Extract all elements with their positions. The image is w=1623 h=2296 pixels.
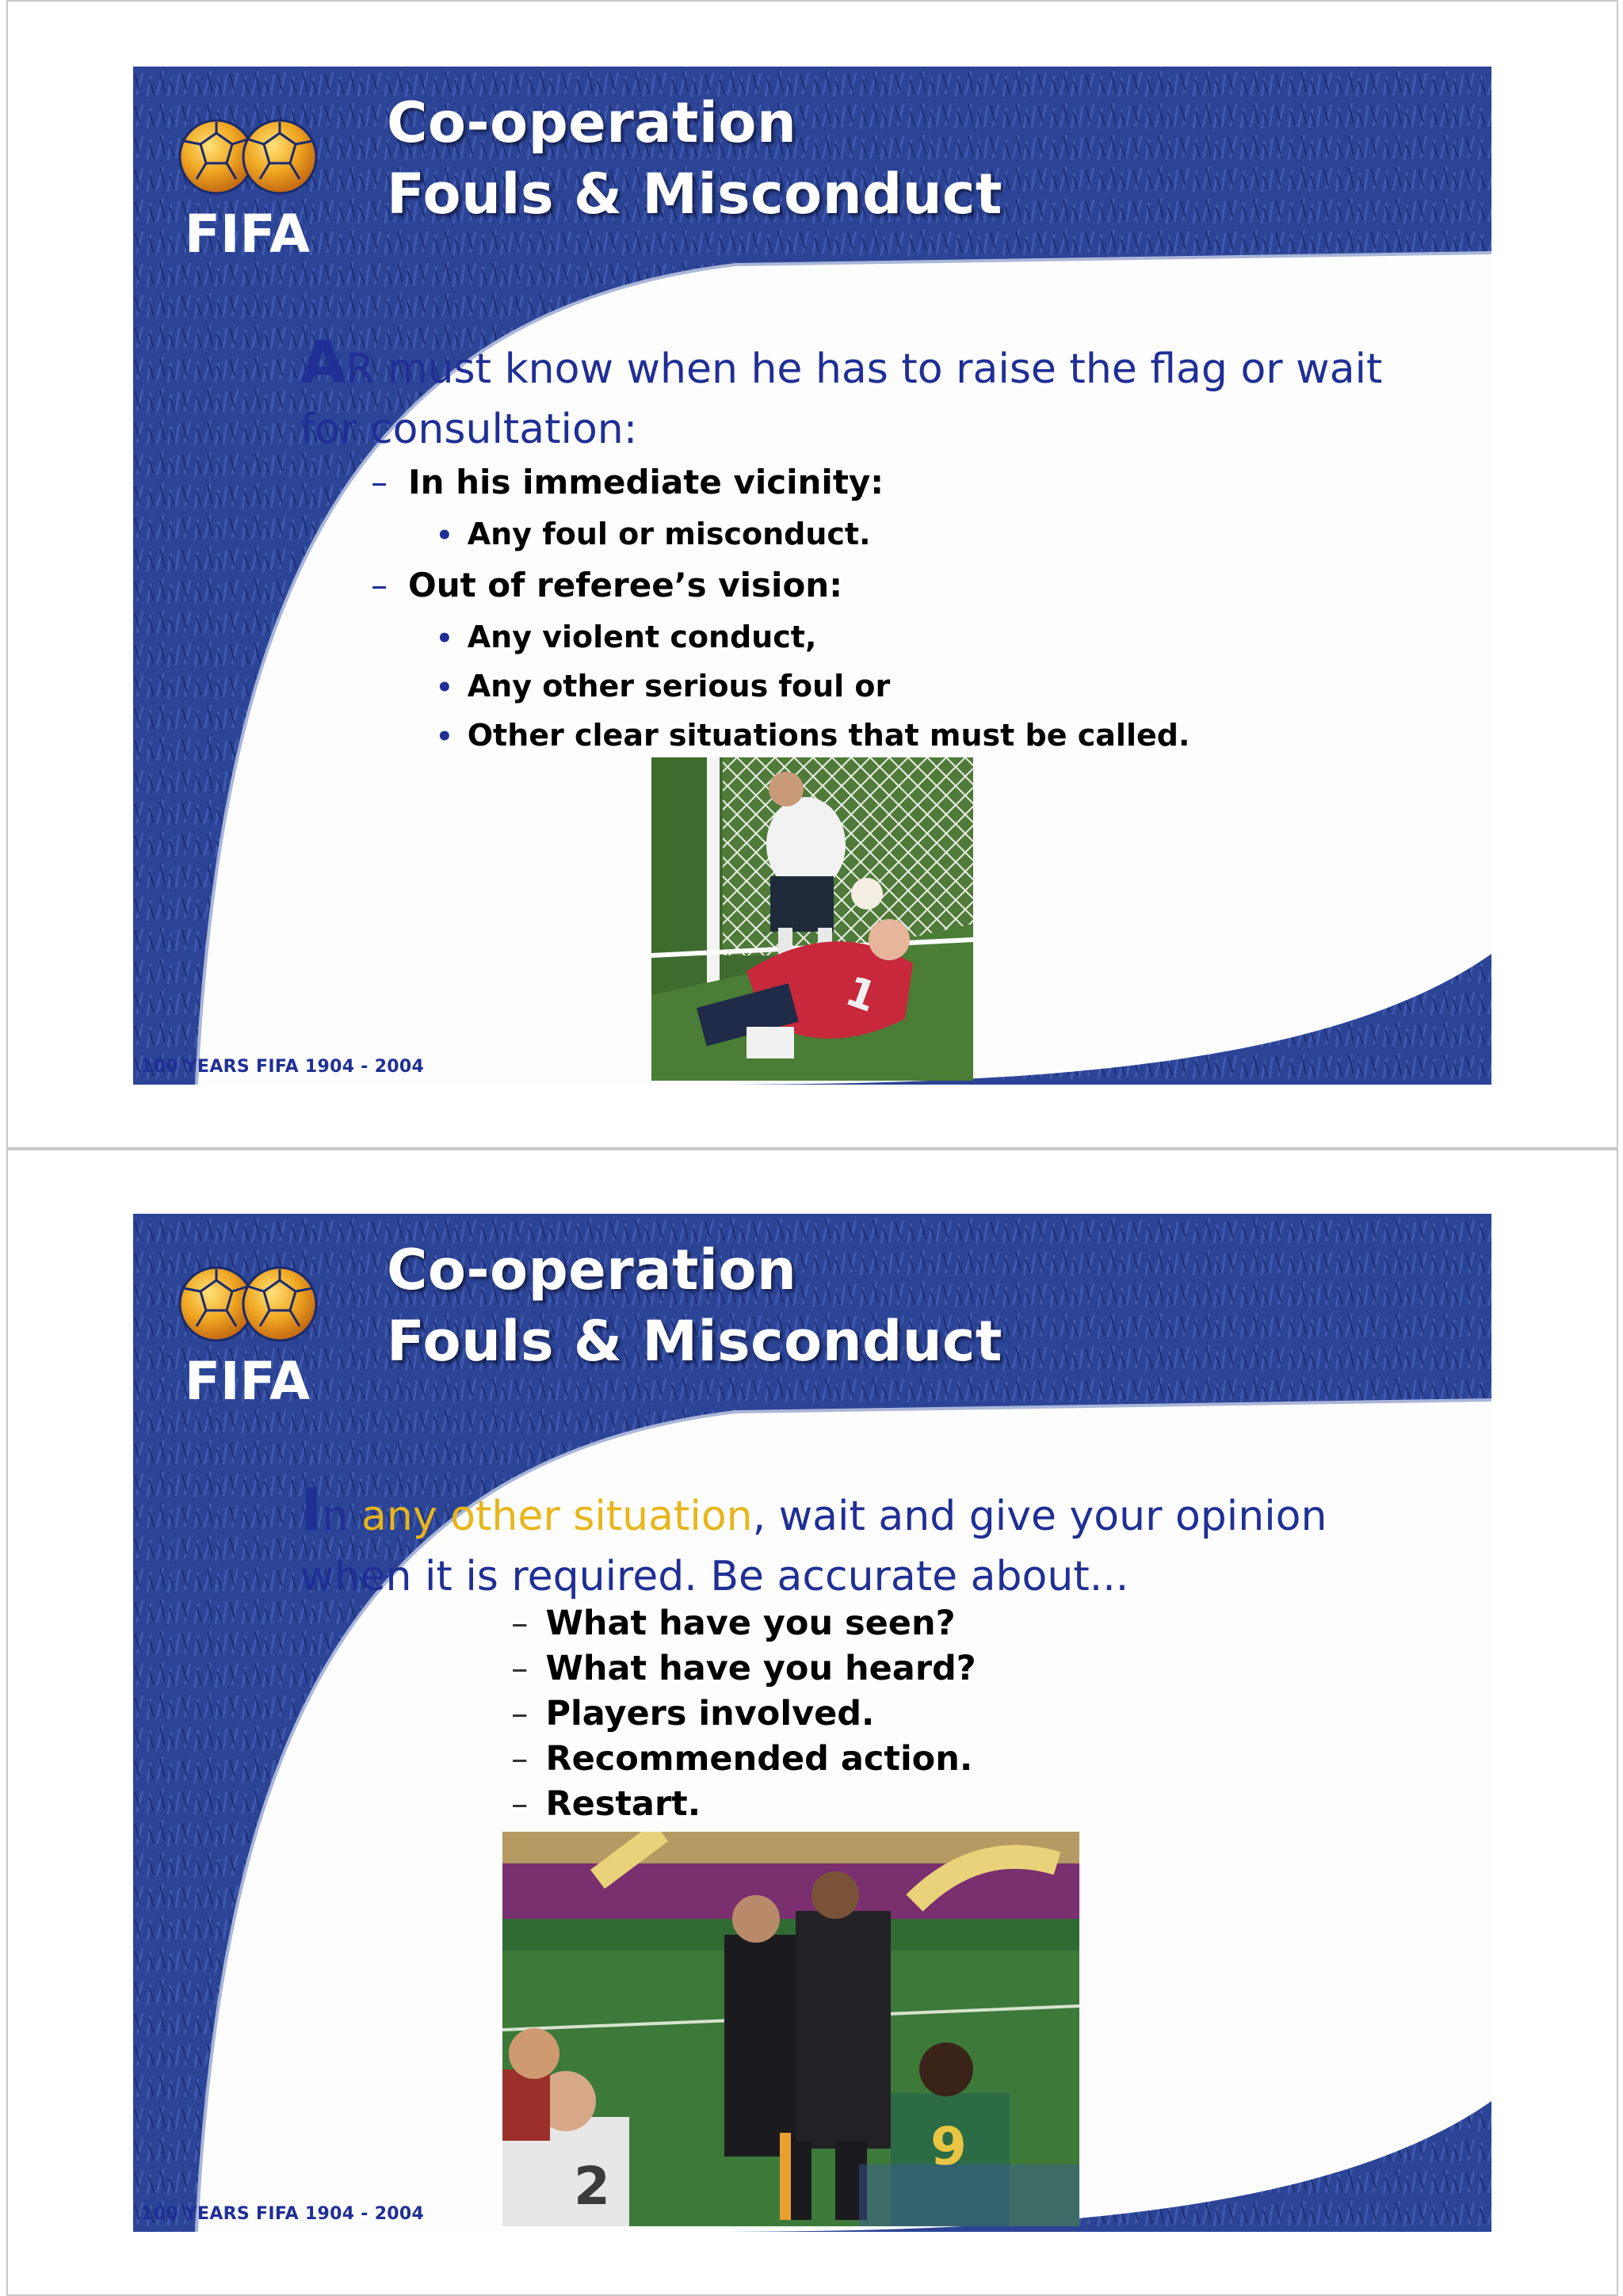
lead-paragraph: [300, 1476, 1426, 1607]
list-item-seen: [511, 1604, 956, 1643]
list-item-vision: [371, 566, 842, 605]
svg-text:1: 1: [839, 967, 883, 1022]
goalkeeper-photo: [651, 757, 973, 1081]
lead-highlight: any other situation: [361, 1493, 753, 1540]
sub-item-foul: [436, 517, 871, 551]
fifa-logo: [165, 111, 330, 261]
sub-item-label: Any other serious foul or: [467, 669, 891, 704]
bullet-marker: •: [436, 623, 453, 654]
list-item-label: Players involved.: [545, 1694, 875, 1733]
lead-text-n: n: [322, 1493, 362, 1540]
referee-photo: [502, 1832, 1079, 2226]
bullet-marker: •: [436, 721, 453, 753]
list-item-label: What have you heard?: [545, 1649, 976, 1688]
list-item-players: [511, 1694, 874, 1733]
dash-marker: –: [371, 566, 388, 605]
slide-title-line-2: Fouls & Misconduct: [387, 162, 1002, 227]
bullet-marker: •: [436, 672, 453, 704]
lead-drop-cap: A: [300, 329, 346, 397]
list-item-heard: [511, 1649, 976, 1688]
sub-item-label: Other clear situations that must be called.: [467, 718, 1190, 753]
svg-text:2: 2: [574, 2156, 610, 2217]
slide-1: [133, 67, 1491, 1085]
slide-footer: 100 YEARS FIFA 1904 - 2004: [141, 2204, 425, 2224]
dash-marker: –: [511, 1649, 529, 1688]
slide-footer: 100 YEARS FIFA 1904 - 2004: [141, 1057, 425, 1077]
list-item-restart: [511, 1784, 701, 1824]
dash-marker: –: [511, 1604, 529, 1643]
list-item-label: Recommended action.: [545, 1739, 973, 1779]
list-item-label: In his immediate vicinity:: [408, 463, 884, 502]
lead-drop-cap: I: [300, 1476, 323, 1544]
sub-item-label: Any foul or misconduct.: [467, 517, 871, 551]
slide-2: [133, 1214, 1491, 2232]
slide-title-line-1: Co-operation: [387, 1238, 797, 1302]
lead-text-rest: , wait and give your opinion when it is required. Be accurate about...: [300, 1493, 1327, 1600]
slide-title-line-1: Co-operation: [387, 90, 797, 155]
dash-marker: –: [511, 1694, 529, 1733]
sub-item-clear: [436, 718, 1190, 753]
sub-item-violent: [436, 620, 816, 654]
list-item-action: [511, 1739, 972, 1779]
lead-paragraph: [300, 329, 1426, 460]
dash-marker: –: [511, 1784, 529, 1824]
dash-marker: –: [371, 463, 388, 502]
lead-text: R must know when he has to raise the flag or wait for consultation:: [300, 345, 1383, 453]
dash-marker: –: [511, 1739, 529, 1779]
slide-title-line-2: Fouls & Misconduct: [387, 1309, 1002, 1374]
fifa-logo: [165, 1258, 330, 1409]
list-item-label: Restart.: [545, 1784, 701, 1824]
sub-item-label: Any violent conduct,: [467, 620, 817, 654]
fifa-logo-text: FIFA: [184, 1351, 311, 1409]
svg-text:9: 9: [930, 2116, 967, 2177]
list-item-vicinity: [371, 463, 884, 502]
sub-item-serious: [436, 669, 890, 704]
bullet-marker: •: [436, 520, 453, 551]
list-item-label: Out of referee’s vision:: [408, 566, 842, 605]
fifa-logo-text: FIFA: [184, 204, 311, 261]
list-item-label: What have you seen?: [545, 1604, 956, 1643]
